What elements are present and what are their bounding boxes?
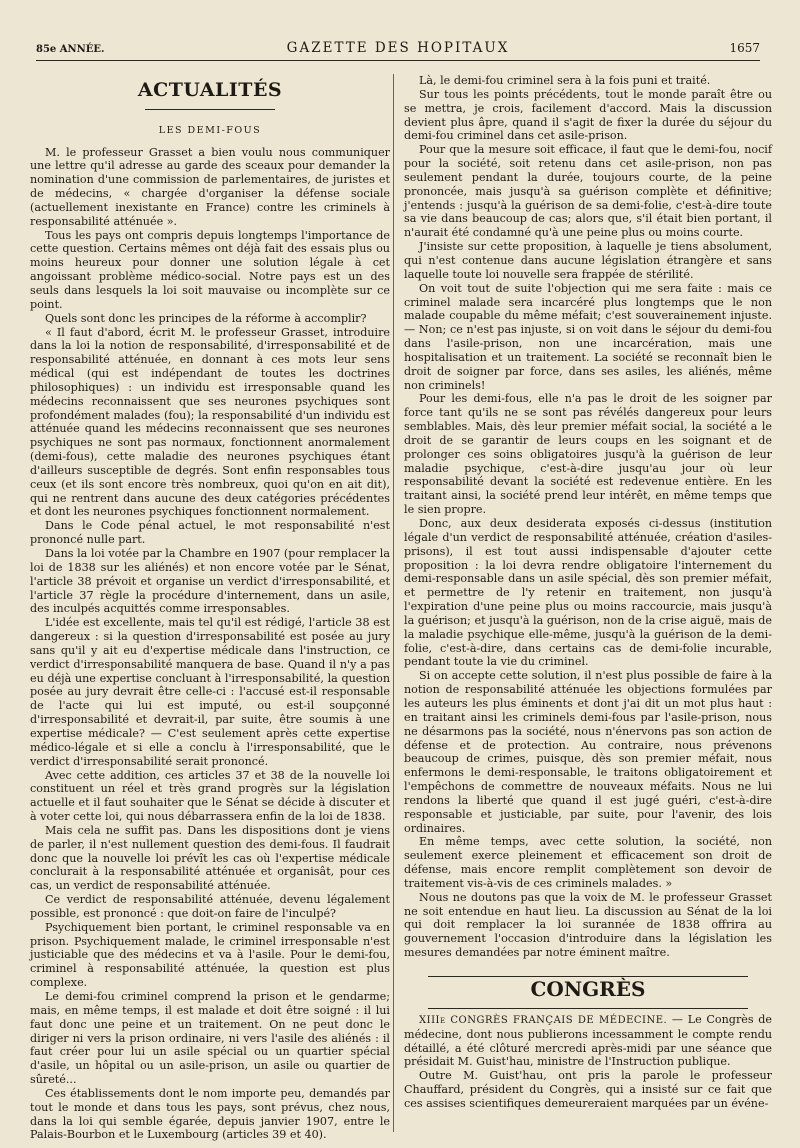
paragraph: « Il faut d'abord, écrit M. le professeur Grasset, introduire dans la loi la notion de responsabilité, d'irresponsabilité et de responsabilité atténuée, en donnant à ces mots leur sens médical (qui est indépendant de toutes les doctrines philosophiques) : un individu est irresponsable quand les médecins reconnaissent que ses neurones psychiques sont profondément malades (fou); la responsabilité d'un individu est atténuée quand les médecins reconnaissent que ses neurones psychiques ne sont pas normaux, fonctionnent anormalement (demi-fous), cette maladie des neurones psychiques étant d'ailleurs susceptible de degrés. Sont enfin responsables tous ceux (et ils sont encore très nombreux, quoi qu'on en ait dit), qui ne rentrent dans aucune des deux catégories précédentes et dont les neurones psychiques fonctionnent normalement. bbox=[30, 325, 390, 519]
section-title-actualites: ACTUALITÉS bbox=[137, 79, 283, 101]
paragraph: Nous ne doutons pas que la voix de M. le professeur Grasset ne soit entendue en haut lieu. La discussion au Sénat de la loi qui doit remplacer la loi surannée de 1838 offrira au gouvernement l'occasion d'introduire dans la législation les mesures demandées par notre éminent maître. bbox=[404, 890, 772, 960]
congress-lead: XIIIe CONGRÈS FRANÇAIS DE MÉDECINE. bbox=[419, 1014, 668, 1026]
paragraph: Dans la loi votée par la Chambre en 1907 (pour remplacer la loi de 1838 sur les aliénés) et non encore votée par le Sénat, l'article 38 prévoit et organise un verdict d'irresponsabilité, et l'article 37 règle la procédure d'internement, dans un asile, des inculpés acquittés comme irresponsables. bbox=[30, 547, 390, 616]
paragraph: M. le professeur Grasset a bien voulu nous communiquer une lettre qu'il adresse au garde des sceaux pour demander la nomination d'une commission de parlementaires, de juristes et de médecins, « chargée d'organiser la défense sociale (actuellement inexistante en France) contre les criminels à responsabilité atténuée ». bbox=[30, 145, 390, 228]
paragraph: Si on accepte cette solution, il n'est plus possible de faire à la notion de responsabilité atténuée les objections formulées par les auteurs les plus éminents et dont j'ai dit un mot plus haut : en traitant ainsi les criminels demi-fous par l'asile-prison, nous ne désarmons pas la société, nous n'énervons pas son action de défense et de protection. Au contraire, nous prévenons beaucoup de crimes, puisque, dès son premier méfait, nous enfermons le demi-responsable, le traitons obligatoirement et l'empêchons de commettre de nouveaux méfaits. Nous ne lui rendons la liberté que quand il est jugé guéri, c'est-à-dire responsable et justiciable, par suite, pour l'avenir, des lois ordinaires. bbox=[404, 669, 772, 835]
paragraph: Là, le demi-fou criminel sera à la fois puni et traité. bbox=[419, 74, 711, 87]
paragraph: Mais cela ne suffit pas. Dans les dispositions dont je viens de parler, il n'est nullement question des demi-fous. Il faudrait donc que la nouvelle loi prévît les cas où l'expertise médicale conclurait à la responsabilité atténuée et organisât, pour ces cas, un verdict de responsabilité atténuée. bbox=[30, 823, 390, 893]
paragraph: Sur tous les points précédents, tout le monde paraît être ou se mettra, je crois, facilement d'accord. Mais la discussion devient plus âpre, quand il s'agit de fixer la durée du séjour du demi-fou criminel dans cet asile-prison. bbox=[404, 87, 772, 143]
section-title-congres-box bbox=[428, 976, 748, 1009]
paragraph: Pour que la mesure soit efficace, il faut que le demi-fou, nocif pour la société, soit retenu dans cet asile-prison, non pas seulement pendant la durée, toujours courte, de la peine prononcée, mais jusqu'à sa guérison complète et définitive; j'entends : jusqu'à la guérison de sa demi-folie, c'est-à-dire toute sa vie dans beaucoup de cas; alors que, s'il était bien portant, il n'aurait été condamné qu'à une peine plus ou moins courte. bbox=[404, 143, 772, 240]
newspaper-title: GAZETTE DES HOPITAUX bbox=[286, 40, 510, 56]
section-title-congres: CONGRÈS bbox=[530, 977, 646, 1001]
paragraph: Pour les demi-fous, elle n'a pas le droit de les soigner par force tant qu'ils ne se sont pas révélés dangereux pour leurs semblables. Mais, dès leur premier méfait social, la société a le droit de se garantir de leurs coups en les soignant et de prolonger ces soins obligatoires jusqu'à la guérison de leur maladie psychique, c'est-à-dire jusqu'au jour où leur responsabilité devant la société est redevenue entière. En les traitant ainsi, la société prend leur intérêt, en même temps que le sien propre. bbox=[404, 392, 772, 517]
issue-label: 85e ANNÉE. bbox=[36, 44, 105, 55]
paragraph: Dans le Code pénal actuel, le mot responsabilité n'est prononcé nulle part. bbox=[30, 519, 390, 547]
congress-text: — Le Congrès de médecine, dont nous publierons incessamment le compte rendu détaillé, a été clôturé mercredi après-midi par une séance que présidait M. Guist'hau, ministre de l'Instruction publique. bbox=[404, 1012, 772, 1069]
paragraph: L'idée est excellente, mais tel qu'il est rédigé, l'article 38 est dangereux : si la question d'irresponsabilité est posée au jury sans qu'il y ait eu d'expertise médicale dans l'instruction, ce verdict d'irresponsabilité manquera de base. Quand il n'y a pas eu déjà une expertise concluant à l'irresponsabilité, la question posée au jury devrait être celle-ci : l'accusé est-il responsable de l'acte qui lui est imputé, ou est-il soupçonné d'irresponsabilité et devrait-il, par suite, être soumis à une expertise médicale? — C'est seulement après cette expertise médico-légale et si elle a conclu à l'irresponsabilité, que le verdict d'irresponsabilité serait prononcé. bbox=[30, 616, 390, 768]
left-column bbox=[30, 74, 390, 1142]
right-column bbox=[393, 74, 772, 1132]
congress-paragraph bbox=[404, 1013, 772, 1069]
paragraph: On voit tout de suite l'objection qui me sera faite : mais ce criminel malade sera incarcéré plus longtemps que le non malade coupable du même méfait; c'est souverainement injuste. — Non; ce n'est pas injuste, si on voit dans le séjour du demi-fou dans l'asile-prison, non une incarcération, mais une hospitalisation et un traitement. La société se reconnaît bien le droit de soigner par force, dans ses asiles, les aliénés, même non criminels! bbox=[404, 281, 772, 392]
paragraph: Psychiquement bien portant, le criminel responsable va en prison. Psychiquement malade, le criminel irresponsable n'est justiciable que des médecins et va à l'asile. Pour le demi-fou, criminel à responsabilité atténuée, la question est plus complexe. bbox=[30, 920, 390, 990]
congress-paragraph: Outre M. Guist'hau, ont pris la parole le professeur Chauffard, président du Congrès, qui a insisté sur ce fait que ces assises scientifiques demeureraient marquées par un événe- bbox=[404, 1069, 772, 1110]
paragraph: J'insiste sur cette proposition, à laquelle je tiens absolument, qui n'est contenue dans aucune législation étrangère et sans laquelle toute loi nouvelle sera frappée de stérilité. bbox=[404, 240, 772, 281]
page-header bbox=[36, 38, 760, 61]
paragraph: Ces établissements dont le nom importe peu, demandés par tout le monde et dans tous les pays, sont prévus, chez nous, dans la loi qui semble égarée, depuis janvier 1907, entre le Palais-Bourbon et le Luxembourg (articles 39 et 40). bbox=[30, 1086, 390, 1142]
paragraph: Le demi-fou criminel comprend la prison et le gendarme; mais, en même temps, il est malade et doit être soigné : il lui faut donc une peine et un traitement. On ne peut donc le diriger ni vers la prison ordinaire, ni vers l'asile des aliénés : il faut créer pour lui un asile spécial ou un quartier spécial d'asile, un hôpital ou un asile-prison, un asile ou quartier de sûreté... bbox=[30, 990, 390, 1087]
paragraph: Tous les pays ont compris depuis longtemps l'importance de cette question. Certains mêmes ont déjà fait des essais plus ou moins heureux pour donner une solution légale à cet angoissant problème médico-social. Notre pays est un des seuls dans lesquels la loi soit mauvaise ou incomplète sur ce point. bbox=[30, 228, 390, 311]
paragraph: Donc, aux deux desiderata exposés ci-dessus (institution légale d'un verdict de responsabilité atténuée, création d'asiles-prisons), il est tout aussi indispensable d'ajouter cette proposition : la loi devra rendre obligatoire l'internement du demi-responsable dans un asile spécial, dès son premier méfait, et permettre de l'y retenir en traitement, non jusqu'à l'expiration d'une peine plus ou moins raccourcie, mais jusqu'à la guérison; et jusqu'à la guérison, non de la crise aiguë, mais de la maladie psychique elle-même, jusqu'à la guérison de la demi-folie, c'est-à-dire, dans certains cas de demi-folie incurable, pendant toute la vie du criminel. bbox=[404, 517, 772, 669]
paragraph: Ce verdict de responsabilité atténuée, devenu légalement possible, est prononcé : que doit-on faire de l'inculpé? bbox=[30, 893, 390, 920]
paragraph: Avec cette addition, ces articles 37 et 38 de la nouvelle loi constituent un réel et très grand progrès sur la législation actuelle et il faut souhaiter que le Sénat se décide à discuter et à voter cette loi, qui nous débarrassera enfin de la loi de 1838. bbox=[30, 768, 390, 824]
paragraph: En même temps, avec cette solution, la société, non seulement exerce pleinement et efficacement son droit de défense, mais encore remplit complètement son devoir de traitement vis-à-vis de ces criminels malades. » bbox=[404, 835, 772, 890]
section-rule bbox=[30, 100, 390, 114]
article-title: LES DEMI-FOUS bbox=[158, 124, 262, 136]
page-number: 1657 bbox=[729, 41, 760, 55]
paragraph: Quels sont donc les principes de la réforme à accomplir? bbox=[45, 311, 367, 325]
